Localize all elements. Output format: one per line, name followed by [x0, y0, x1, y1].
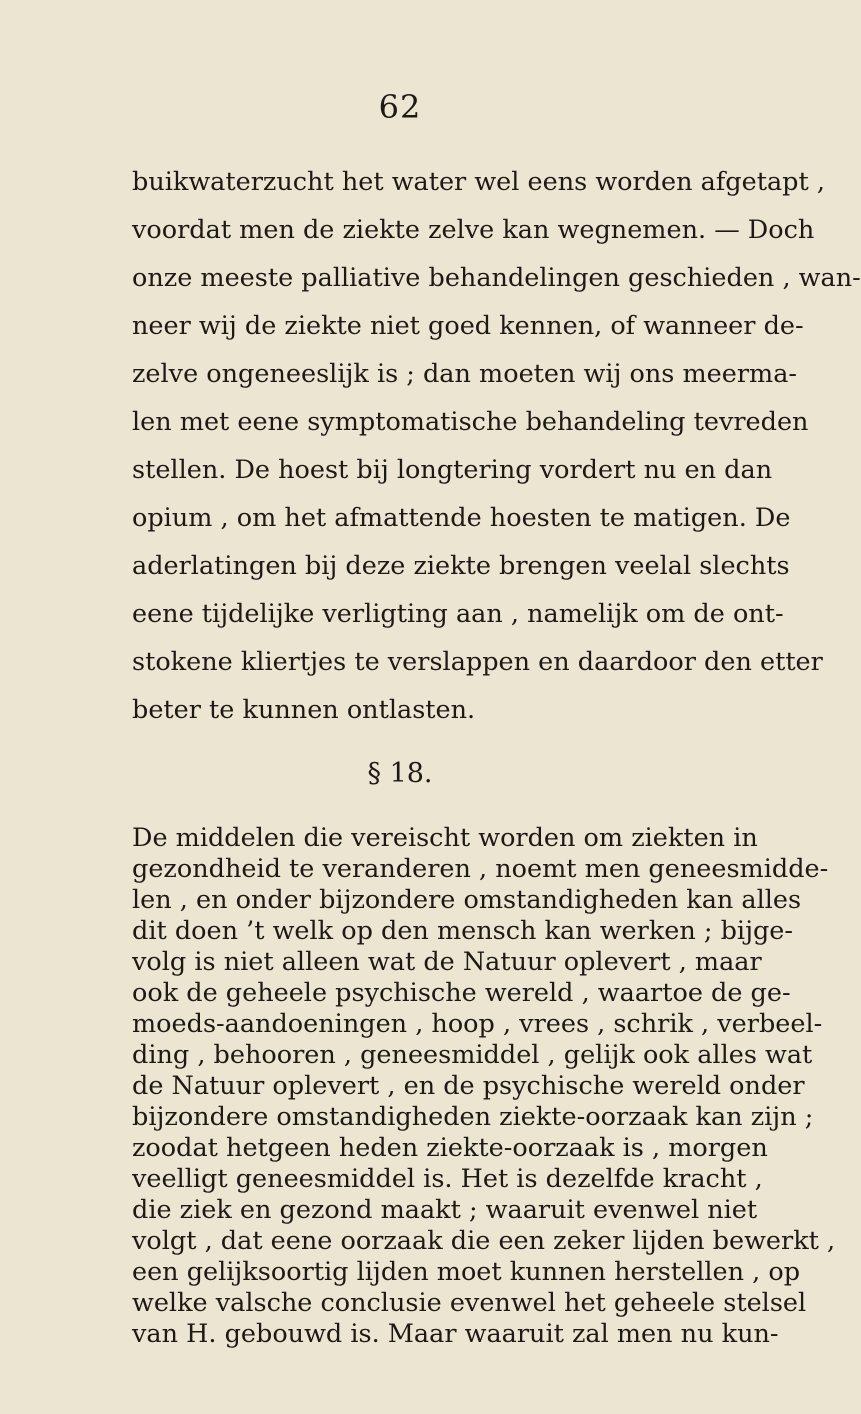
text-line: len , en onder bijzondere omstandigheden kan alles — [132, 885, 802, 915]
text-line: een gelijksoortig lijden moet kunnen herstellen , op — [132, 1257, 801, 1287]
text-line: buikwaterzucht het water wel eens worden afgetapt , — [132, 167, 825, 197]
text-line: van H. gebouwd is. Maar waaruit zal men nu kun- — [132, 1319, 779, 1349]
page-number: 62 — [378, 88, 422, 126]
text-line: opium , om het afmattende hoesten te matigen. De — [132, 503, 791, 533]
text-line: volg is niet alleen wat de Natuur oplevert , maar — [132, 947, 762, 977]
text-line: bijzondere omstandigheden ziekte-oorzaak kan zijn ; — [132, 1102, 814, 1132]
text-line: stellen. De hoest bij longtering vordert nu en dan — [132, 455, 773, 485]
text-line: veelligt geneesmiddel is. Het is dezelfde kracht , — [132, 1164, 763, 1194]
text-line: de Natuur oplevert , en de psychische wereld onder — [132, 1071, 805, 1101]
text-line: stokene kliertjes te verslappen en daardoor den etter — [132, 647, 823, 677]
text-line: die ziek en gezond maakt ; waaruit evenwel niet — [132, 1195, 758, 1225]
text-line: gezondheid te veranderen , noemt men geneesmidde- — [132, 854, 829, 884]
text-line: ding , behooren , geneesmiddel , gelijk ook alles wat — [132, 1040, 813, 1070]
text-line: aderlatingen bij deze ziekte brengen veelal slechts — [132, 551, 790, 581]
text-line: volgt , dat eene oorzaak die een zeker lijden bewerkt , — [132, 1226, 836, 1256]
text-line: dit doen ’t welk op den mensch kan werken ; bijge- — [132, 916, 794, 946]
text-line: eene tijdelijke verligting aan , namelijk om de ont- — [132, 599, 784, 629]
section-heading: § 18. — [367, 758, 433, 789]
text-line: De middelen die vereischt worden om ziekten in — [132, 823, 758, 853]
text-line: zelve ongeneeslijk is ; dan moeten wij ons meerma- — [132, 359, 798, 389]
text-line: moeds-aandoeningen , hoop , vrees , schrik , verbeel- — [132, 1009, 823, 1039]
text-line: zoodat hetgeen heden ziekte-oorzaak is , morgen — [132, 1133, 768, 1163]
text-line: neer wij de ziekte niet goed kennen, of wanneer de- — [132, 311, 804, 341]
text-line: onze meeste palliative behandelingen geschieden , wan- — [132, 263, 861, 293]
text-line: ook de geheele psychische wereld , waartoe de ge- — [132, 978, 791, 1008]
text-line: len met eene symptomatische behandeling tevreden — [132, 407, 809, 437]
text-line: beter te kunnen ontlasten. — [132, 695, 476, 725]
text-line: welke valsche conclusie evenwel het geheele stelsel — [132, 1288, 807, 1318]
text-line: voordat men de ziekte zelve kan wegnemen. — Doch — [132, 215, 815, 245]
